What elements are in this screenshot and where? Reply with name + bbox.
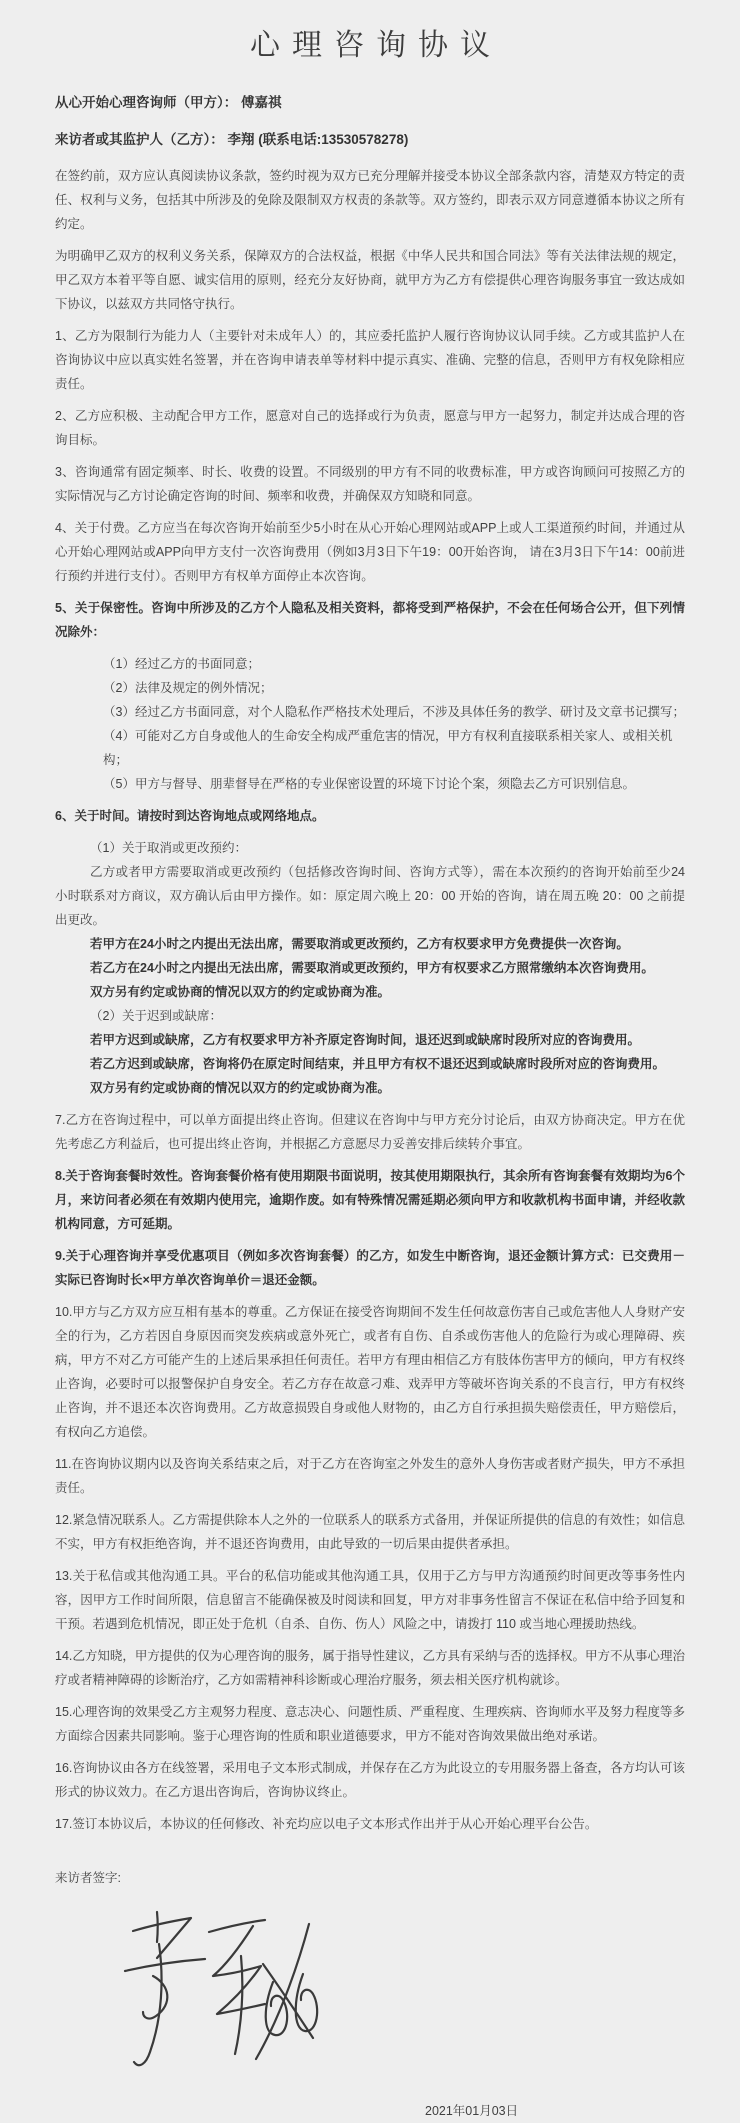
clause-paragraph: 若甲方迟到或缺席，乙方有权要求甲方补齐原定咨询时间，退还迟到或缺席时段所对应的咨询费用。 [90, 1033, 641, 1047]
clause-paragraph: 6、关于时间。请按时到达咨询地点或网络地点。 [55, 809, 325, 823]
clause-paragraph: 4、关于付费。乙方应当在每次咨询开始前至少5小时在从心开始心理网站或APP上或人工渠道预约时间，并通过从心开始心理网站或APP向甲方支付一次咨询费用（例如3月3日下午19：00开始咨询， 请在3月3日下午14：00前进行预约并进行支付）。否则甲方有权单方面停止本次咨询。 [55, 521, 685, 583]
clause-paragraph: 若甲方在24小时之内提出无法出席，需要取消或更改预约，乙方有权要求甲方免费提供一次咨询。 [90, 937, 629, 951]
clause-paragraph: 7.乙方在咨询过程中，可以单方面提出终止咨询。但建议在咨询中与甲方充分讨论后，由双方协商决定。甲方在优先考虑乙方利益后，也可提出终止咨询，并根据乙方意愿尽力妥善安排后续转介事宜。 [55, 1113, 685, 1151]
clause-paragraph: 8.关于咨询套餐时效性。咨询套餐价格有使用期限书面说明，按其使用期限执行，其余所有咨询套餐有效期均为6个月，来访问者必须在有效期内使用完，逾期作废。如有特殊情况需延期必须向甲方和收款机构书面申请，并经收款机构同意，方可延期。 [55, 1169, 685, 1231]
clause-paragraph: 16.咨询协议由各方在线签署，采用电子文本形式制成，并保存在乙方为此设立的专用服务器上备查，各方均认可该形式的协议效力。在乙方退出咨询后，咨询协议终止。 [55, 1761, 685, 1799]
clause-paragraph: （3）经过乙方书面同意，对个人隐私作严格技术处理后，不涉及具体任务的教学、研讨及文章书记撰写； [103, 705, 685, 719]
clause-paragraph: 14.乙方知晓，甲方提供的仅为心理咨询的服务，属于指导性建议，乙方具有采纳与否的选择权。甲方不从事心理治疗或者精神障碍的诊断治疗，乙方如需精神科诊断或心理治疗服务，须去相关医疗机构就诊。 [55, 1649, 685, 1687]
page-title: 心理咨询协议 [250, 29, 502, 62]
clause-paragraph: 15.心理咨询的效果受乙方主观努力程度、意志决心、问题性质、严重程度、生理疾病、咨询师水平及努力程度等多方面综合因素共同影响。鉴于心理咨询的性质和职业道德要求，甲方不能对咨询效果做出绝对承诺。 [55, 1705, 685, 1743]
clause-paragraph: 为明确甲乙双方的权利义务关系，保障双方的合法权益，根据《中华人民共和国合同法》等有关法律法规的规定，甲乙双方本着平等自愿、诚实信用的原则，经充分友好协商，就甲方为乙方有偿提供心理咨询服务事宜一致达成如下协议，以兹双方共同恪守执行。 [55, 249, 685, 311]
clause-paragraph: 2、乙方应积极、主动配合甲方工作，愿意对自己的选择或行为负责，愿意与甲方一起努力，制定并达成合理的咨询目标。 [55, 409, 685, 447]
clause-paragraph: 双方另有约定或协商的情况以双方的约定或协商为准。 [90, 985, 391, 999]
clause-paragraph: 5、关于保密性。咨询中所涉及的乙方个人隐私及相关资料，都将受到严格保护，不会在任何场合公开，但下列情况除外： [55, 601, 685, 639]
clause-paragraph: 1、乙方为限制行为能力人（主要针对未成年人）的，其应委托监护人履行咨询协议认同手续。乙方或其监护人在咨询协议中应以真实姓名签署，并在咨询申请表单等材料中提示真实、准确、完整的信息，否则甲方有权免除相应责任。 [55, 329, 685, 391]
clause-paragraph: （2）关于迟到或缺席： [90, 1009, 222, 1023]
clause-paragraph: 13.关于私信或其他沟通工具。平台的私信功能或其他沟通工具，仅用于乙方与甲方沟通预约时间更改等事务性内容，因甲方工作时间所限，信息留言不能确保被及时阅读和回复，甲方对非事务性留言不保证在私信中给予回复和干预。若遇到危机情况，即正处于危机（自杀、自伤、伤人）风险之中，请拨打 110 或当地心理援助热线。 [55, 1569, 685, 1631]
clause-paragraph: （1）关于取消或更改预约： [90, 841, 247, 855]
clause-paragraph: 10.甲方与乙方双方应互相有基本的尊重。乙方保证在接受咨询期间不发生任何故意伤害自己或危害他人人身财产安全的行为，乙方若因自身原因而突发疾病或意外死亡，或者有自伤、自杀或伤害他人的危险行为或心理障碍、疾病，甲方不对乙方可能产生的上述后果承担任何责任。若甲方有理由相信乙方有肢体伤害甲方的倾向，甲方有权终止咨询，必要时可以报警保护自身安全。若乙方存在故意刁难、戏弄甲方等破坏咨询关系的不良言行，甲方有权终止咨询，并不退还本次咨询费用。乙方故意损毁自身或他人财物的，由乙方自行承担损失赔偿责任，甲方赔偿后，有权向乙方追偿。 [55, 1305, 685, 1439]
party-a-line: 从心开始心理咨询师（甲方）： 傅嘉祺 [55, 95, 282, 110]
handwritten-signature [113, 1904, 685, 2081]
signature-ink-icon [113, 1904, 328, 2076]
clause-paragraph: 若乙方在24小时之内提出无法出席，需要取消或更改预约，甲方有权要求乙方照常缴纳本次咨询费用。 [90, 961, 654, 975]
party-b-line: 来访者或其监护人（乙方）： 李翔 (联系电话:13530578278) [55, 132, 409, 147]
clauses-container [55, 164, 685, 1836]
clause-paragraph: 3、咨询通常有固定频率、时长、收费的设置。不同级别的甲方有不同的收费标准，甲方或咨询顾问可按照乙方的实际情况与乙方讨论确定咨询的时间、频率和收费，并确保双方知晓和同意。 [55, 465, 685, 503]
clause-paragraph: （1）经过乙方的书面同意； [103, 657, 260, 671]
signature-label: 来访者签字: [55, 1871, 121, 1885]
clause-paragraph: 双方另有约定或协商的情况以双方的约定或协商为准。 [90, 1081, 391, 1095]
clause-paragraph: 乙方或者甲方需要取消或更改预约（包括修改咨询时间、咨询方式等），需在本次预约的咨询开始前至少24小时联系对方商议，双方确认后由甲方操作。如：原定周六晚上 20：00 开始的咨询，请在周五晚 20：00 之前提出更改。 [55, 865, 685, 927]
clause-paragraph: 9.关于心理咨询并享受优惠项目（例如多次咨询套餐）的乙方，如发生中断咨询，退还金额计算方式：已交费用－实际已咨询时长×甲方单次咨询单价＝退还金额。 [55, 1249, 685, 1287]
clause-paragraph: 12.紧急情况联系人。乙方需提供除本人之外的一位联系人的联系方式备用，并保证所提供的信息的有效性；如信息不实，甲方有权拒绝咨询，并不退还咨询费用，由此导致的一切后果由提供者承担。 [55, 1513, 685, 1551]
clause-paragraph: 11.在咨询协议期内以及咨询关系结束之后，对于乙方在咨询室之外发生的意外人身伤害或者财产损失，甲方不承担责任。 [55, 1457, 685, 1495]
clause-paragraph: 若乙方迟到或缺席，咨询将仍在原定时间结束，并且甲方有权不退还迟到或缺席时段所对应的咨询费用。 [90, 1057, 666, 1071]
clause-paragraph: （5）甲方与督导、朋辈督导在严格的专业保密设置的环境下讨论个案，须隐去乙方可识别信息。 [103, 777, 635, 791]
clause-paragraph: 17.签订本协议后，本协议的任何修改、补充均应以电子文本形式作出并于从心开始心理平台公告。 [55, 1817, 598, 1831]
signature-date: 2021年01月03日 [425, 2104, 519, 2118]
clause-paragraph: （2）法律及规定的例外情况； [103, 681, 273, 695]
clause-paragraph: （4）可能对乙方自身或他人的生命安全构成严重危害的情况，甲方有权利直接联系相关家人、或相关机构； [103, 729, 673, 767]
clause-paragraph: 在签约前，双方应认真阅读协议条款，签约时视为双方已充分理解并接受本协议全部条款内容，清楚双方特定的责任、权利与义务，包括其中所涉及的免除及限制双方权责的条款等。双方签约，即表示双方同意遵循本协议之所有约定。 [55, 169, 685, 231]
